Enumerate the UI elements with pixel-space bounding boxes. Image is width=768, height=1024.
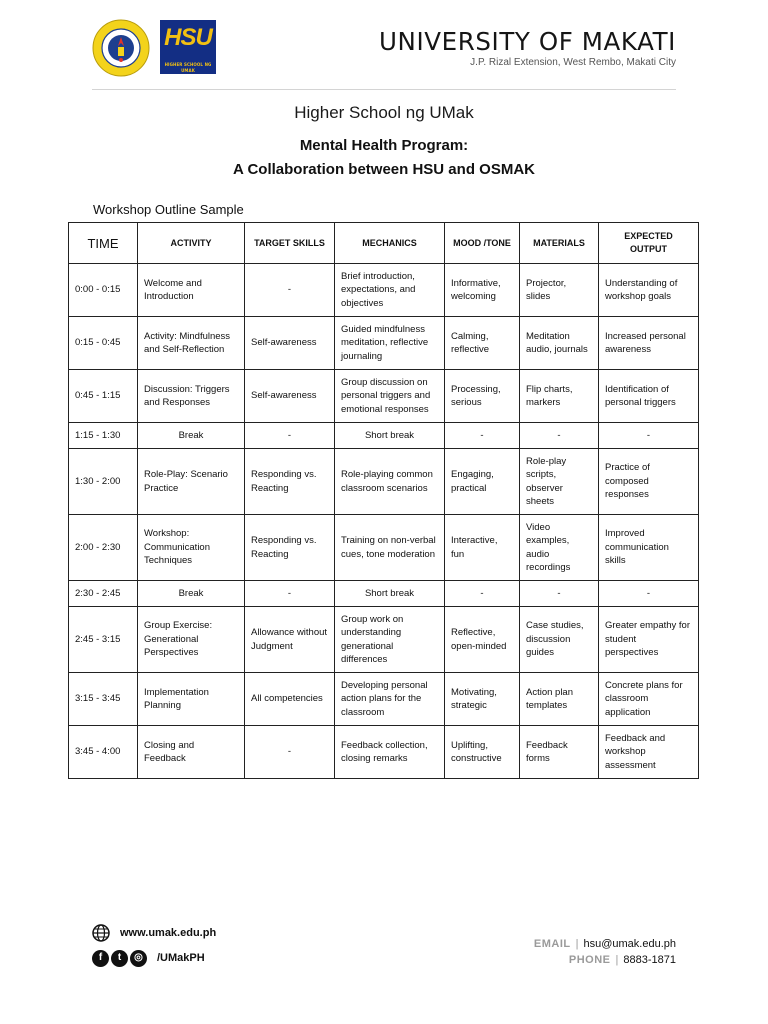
cell-activity: Implementation Planning <box>138 673 245 726</box>
cell-mood-tone: Calming, reflective <box>445 317 520 370</box>
cell-mechanics: Short break <box>335 423 445 449</box>
workshop-outline-table <box>68 222 699 779</box>
social-handle[interactable]: /UMakPH <box>157 952 205 964</box>
cell-activity: Role-Play: Scenario Practice <box>138 449 245 515</box>
cell-target-skills: - <box>245 581 335 607</box>
table-row <box>69 607 699 673</box>
email-address[interactable]: hsu@umak.edu.ph <box>583 938 676 950</box>
university-address: J.P. Rizal Extension, West Rembo, Makati City <box>470 57 676 68</box>
table-row <box>69 726 699 779</box>
cell-activity: Discussion: Triggers and Responses <box>138 370 245 423</box>
instagram-icon[interactable]: ◎ <box>130 950 147 967</box>
cell-mechanics: Group work on understanding generational differences <box>335 607 445 673</box>
cell-expected-output: Practice of composed responses <box>599 449 699 515</box>
cell-activity: Break <box>138 581 245 607</box>
cell-activity: Group Exercise: Generational Perspectives <box>138 607 245 673</box>
program-title-line2: A Collaboration between HSU and OSMAK <box>233 161 535 178</box>
cell-mood-tone: Motivating, strategic <box>445 673 520 726</box>
cell-target-skills: - <box>245 726 335 779</box>
cell-materials: Meditation audio, journals <box>520 317 599 370</box>
cell-mood-tone: - <box>445 423 520 449</box>
social-icons <box>92 950 147 967</box>
cell-activity: Break <box>138 423 245 449</box>
cell-time: 0:45 - 1:15 <box>69 370 138 423</box>
cell-mood-tone: Interactive, fun <box>445 515 520 581</box>
email-label: EMAIL <box>533 938 571 950</box>
cell-expected-output: - <box>599 581 699 607</box>
website-row <box>92 922 216 944</box>
cell-time: 1:30 - 2:00 <box>69 449 138 515</box>
cell-mood-tone: Engaging, practical <box>445 449 520 515</box>
cell-target-skills: Responding vs. Reacting <box>245 449 335 515</box>
phone-number[interactable]: 8883-1871 <box>623 954 676 966</box>
cell-materials: Case studies, discussion guides <box>520 607 599 673</box>
phone-label: PHONE <box>568 954 611 966</box>
facebook-icon[interactable]: f <box>92 950 109 967</box>
cell-mechanics: Developing personal action plans for the classroom <box>335 673 445 726</box>
cell-mood-tone: Processing, serious <box>445 370 520 423</box>
cell-expected-output: Identification of personal triggers <box>599 370 699 423</box>
globe-icon <box>92 924 110 942</box>
cell-mechanics: Group discussion on personal triggers and emotional responses <box>335 370 445 423</box>
cell-mechanics: Short break <box>335 581 445 607</box>
table-header-row <box>69 223 699 264</box>
cell-mood-tone: Uplifting, constructive <box>445 726 520 779</box>
cell-time: 2:30 - 2:45 <box>69 581 138 607</box>
col-header-mood-tone: MOOD /TONE <box>445 223 520 264</box>
cell-mood-tone: - <box>445 581 520 607</box>
col-header-time: TIME <box>69 223 138 264</box>
social-row <box>92 947 216 969</box>
cell-expected-output: Improved communication skills <box>599 515 699 581</box>
cell-target-skills: - <box>245 264 335 317</box>
footer-email-phone <box>534 936 676 968</box>
cell-materials: Projector, slides <box>520 264 599 317</box>
workshop-outline-label: Workshop Outline Sample <box>93 202 244 217</box>
cell-time: 1:15 - 1:30 <box>69 423 138 449</box>
cell-mechanics: Role-playing common classroom scenarios <box>335 449 445 515</box>
col-header-expected-output: EXPECTED OUTPUT <box>599 223 699 264</box>
cell-materials: - <box>520 581 599 607</box>
col-header-activity: ACTIVITY <box>138 223 245 264</box>
cell-time: 0:00 - 0:15 <box>69 264 138 317</box>
cell-activity: Workshop: Communication Techniques <box>138 515 245 581</box>
table-row <box>69 449 699 515</box>
header-divider <box>92 89 676 90</box>
cell-expected-output: Feedback and workshop assessment <box>599 726 699 779</box>
program-title <box>0 134 768 182</box>
cell-mechanics: Brief introduction, expectations, and objectives <box>335 264 445 317</box>
cell-materials: Video examples, audio recordings <box>520 515 599 581</box>
cell-expected-output: Understanding of workshop goals <box>599 264 699 317</box>
table-row <box>69 673 699 726</box>
cell-materials: Flip charts, markers <box>520 370 599 423</box>
cell-target-skills: Allowance without Judgment <box>245 607 335 673</box>
cell-materials: Feedback forms <box>520 726 599 779</box>
cell-materials: - <box>520 423 599 449</box>
hsu-logo-mark: HSU <box>164 24 212 51</box>
phone-line: PHONE | 8883-1871 <box>568 954 676 966</box>
program-title-line1: Mental Health Program: <box>299 137 469 154</box>
university-seal-logo <box>92 19 150 77</box>
cell-mood-tone: Informative, welcoming <box>445 264 520 317</box>
cell-target-skills: Self-awareness <box>245 370 335 423</box>
email-line: EMAIL | hsu@umak.edu.ph <box>533 938 676 950</box>
cell-expected-output: - <box>599 423 699 449</box>
cell-time: 3:45 - 4:00 <box>69 726 138 779</box>
col-header-target-skills: TARGET SKILLS <box>245 223 335 264</box>
cell-mechanics: Training on non-verbal cues, tone moderation <box>335 515 445 581</box>
cell-activity: Activity: Mindfulness and Self-Reflection <box>138 317 245 370</box>
table-row <box>69 370 699 423</box>
hsu-logo-subtitle: HIGHER SCHOOL NG UMAK <box>164 62 212 73</box>
school-name: Higher School ng UMak <box>294 103 474 122</box>
col-header-materials: MATERIALS <box>520 223 599 264</box>
cell-target-skills: Responding vs. Reacting <box>245 515 335 581</box>
footer-contacts <box>92 922 216 972</box>
table-row <box>69 264 699 317</box>
table-row <box>69 317 699 370</box>
cell-expected-output: Greater empathy for student perspectives <box>599 607 699 673</box>
cell-time: 3:15 - 3:45 <box>69 673 138 726</box>
table-row <box>69 515 699 581</box>
twitter-icon[interactable]: t <box>111 950 128 967</box>
col-header-mechanics: MECHANICS <box>335 223 445 264</box>
cell-mechanics: Feedback collection, closing remarks <box>335 726 445 779</box>
website-link[interactable]: www.umak.edu.ph <box>120 927 217 939</box>
hsu-logo <box>160 20 216 74</box>
cell-target-skills: - <box>245 423 335 449</box>
cell-time: 0:15 - 0:45 <box>69 317 138 370</box>
cell-time: 2:45 - 3:15 <box>69 607 138 673</box>
cell-activity: Welcome and Introduction <box>138 264 245 317</box>
cell-time: 2:00 - 2:30 <box>69 515 138 581</box>
cell-mood-tone: Reflective, open-minded <box>445 607 520 673</box>
university-name: UNIVERSITY OF MAKATI <box>379 27 676 56</box>
cell-target-skills: Self-awareness <box>245 317 335 370</box>
cell-expected-output: Increased personal awareness <box>599 317 699 370</box>
cell-expected-output: Concrete plans for classroom application <box>599 673 699 726</box>
cell-materials: Role-play scripts, observer sheets <box>520 449 599 515</box>
cell-target-skills: All competencies <box>245 673 335 726</box>
cell-activity: Closing and Feedback <box>138 726 245 779</box>
table-row-break <box>69 423 699 449</box>
cell-mechanics: Guided mindfulness meditation, reflective journaling <box>335 317 445 370</box>
table-row-break <box>69 581 699 607</box>
cell-materials: Action plan templates <box>520 673 599 726</box>
